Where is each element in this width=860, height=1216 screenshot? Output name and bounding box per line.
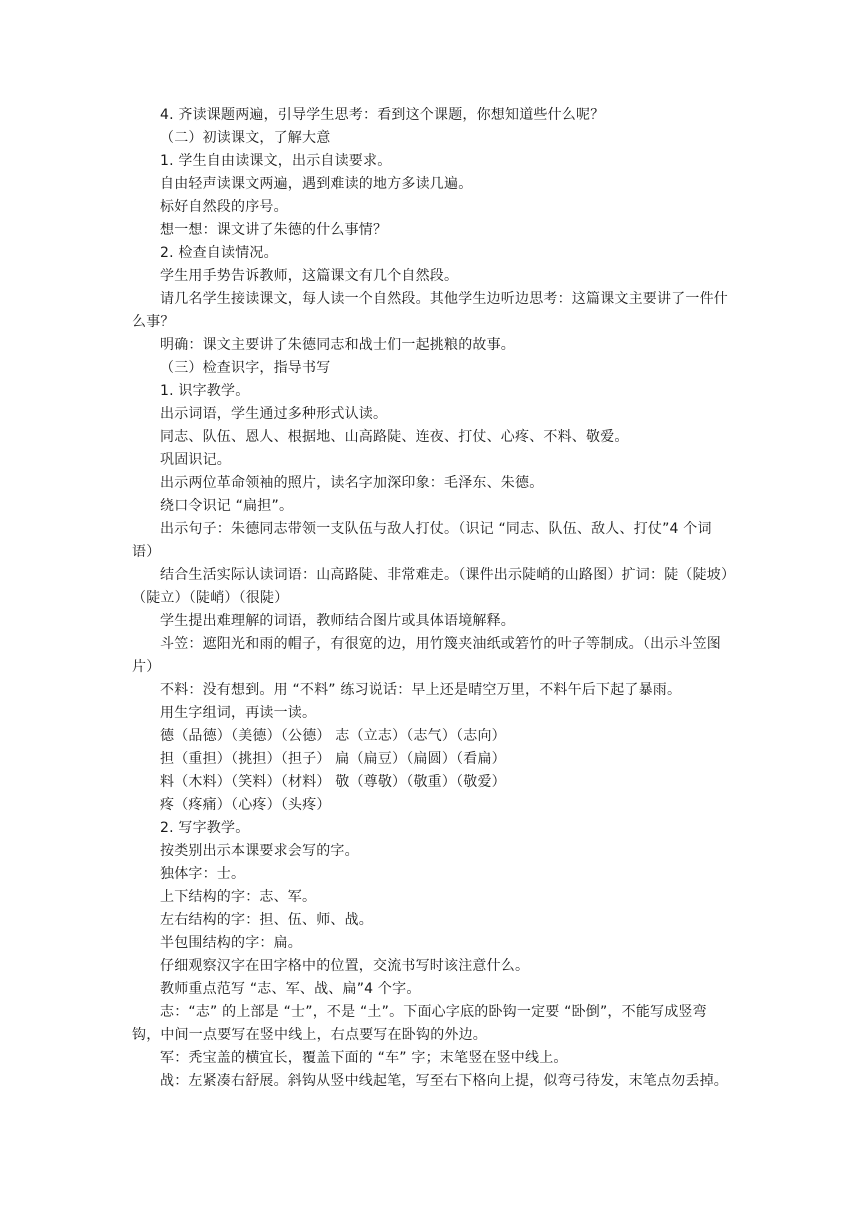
paragraph: 教师重点范写 “志、军、战、扁”4 个字。 (160, 981, 421, 997)
paragraph: 出示句子：朱德同志带领一支队伍与敌人打仗。（识记 “同志、队伍、敌人、打仗”4 个词语） (132, 521, 712, 560)
paragraph: 斗笠：遮阳光和雨的帽子，有很宽的边，用竹篾夹油纸或箬竹的叶子等制成。（出示斗笠图片） (132, 636, 721, 675)
paragraph: 半包围结构的字：扁。 (160, 935, 302, 951)
paragraph: 按类别出示本课要求会写的字。 (160, 843, 359, 859)
paragraph: 学生用手势告诉教师，这篇课文有几个自然段。 (160, 268, 459, 284)
paragraph: 上下结构的字：志、军。 (160, 889, 317, 905)
paragraph: 军：秃宝盖的横宜长，覆盖下面的 “车” 字；末笔竖在竖中线上。 (160, 1050, 568, 1066)
paragraph: 自由轻声读课文两遍，遇到难读的地方多读几遍。 (160, 176, 473, 192)
word-group-line: 担（重担）（挑担）（担子） 扁（扁豆）（扁圆）（看扁） (160, 751, 506, 767)
paragraph: 志：“志” 的上部是 “士”，不是 “土”。下面心字底的卧钩一定要 “卧倒”，不能写成竖弯钩，中间一点要写在竖中线上，右点要写在卧钩的外边。 (132, 1004, 707, 1043)
paragraph: 2. 检查自读情况。 (160, 245, 278, 261)
word-group-line: 料（木料）（笑料）（材料） 敬（尊敬）（敬重）（敬爱） (160, 774, 506, 790)
paragraph: 结合生活实际认读词语：山高路陡、非常难走。（课件出示陡峭的山路图）扩词：陡（陡坡）（陡立）（陡峭）（很陡） (132, 567, 729, 606)
paragraph: 仔细观察汉字在田字格中的位置，交流书写时该注意什么。 (160, 958, 530, 974)
paragraph: 请几名学生接读课文，每人读一个自然段。其他学生边听边思考：这篇课文主要讲了一件什么事？ (132, 291, 728, 330)
paragraph: 出示两位革命领袖的照片，读名字加深印象：毛泽东、朱德。 (160, 475, 544, 491)
paragraph: 2. 写字教学。 (160, 820, 250, 836)
word-group-line: 疼（疼痛）（心疼）（头疼） (160, 797, 331, 813)
paragraph: 绕口令识记 “扁担”。 (160, 498, 294, 514)
paragraph: 巩固识记。 (160, 452, 231, 468)
paragraph: 不料：没有想到。用 “不料” 练习说话：早上还是晴空万里，不料午后下起了暴雨。 (160, 682, 682, 698)
paragraph: 战：左紧凑右舒展。斜钩从竖中线起笔，写至右下格向上提，似弯弓待发，末笔点勿丢掉。 (160, 1073, 728, 1089)
paragraph: 1. 识字教学。 (160, 383, 250, 399)
paragraph: 同志、队伍、恩人、根据地、山高路陡、连夜、打仗、心疼、不料、敬爱。 (160, 429, 629, 445)
paragraph: 出示词语，学生通过多种形式认读。 (160, 406, 388, 422)
paragraph: 标好自然段的序号。 (160, 199, 288, 215)
paragraph: 1. 学生自由读课文，出示自读要求。 (160, 153, 392, 169)
paragraph: 独体字：士。 (160, 866, 246, 882)
paragraph: 学生提出难理解的词语，教师结合图片或具体语境解释。 (160, 613, 515, 629)
section-heading: （二）初读课文，了解大意 (160, 130, 331, 146)
paragraph: 4. 齐读课题两遍，引导学生思考：看到这个课题，你想知道些什么呢？ (160, 107, 605, 123)
word-group-line: 德（品德）（美德）（公德） 志（立志）（志气）（志向） (160, 728, 506, 744)
paragraph: 用生字组词，再读一读。 (160, 705, 317, 721)
paragraph: 左右结构的字：担、伍、师、战。 (160, 912, 373, 928)
document-body (132, 104, 732, 1093)
paragraph: 明确：课文主要讲了朱德同志和战士们一起挑粮的故事。 (160, 337, 515, 353)
paragraph: 想一想：课文讲了朱德的什么事情？ (160, 222, 388, 238)
section-heading: （三）检查识字，指导书写 (160, 360, 331, 376)
